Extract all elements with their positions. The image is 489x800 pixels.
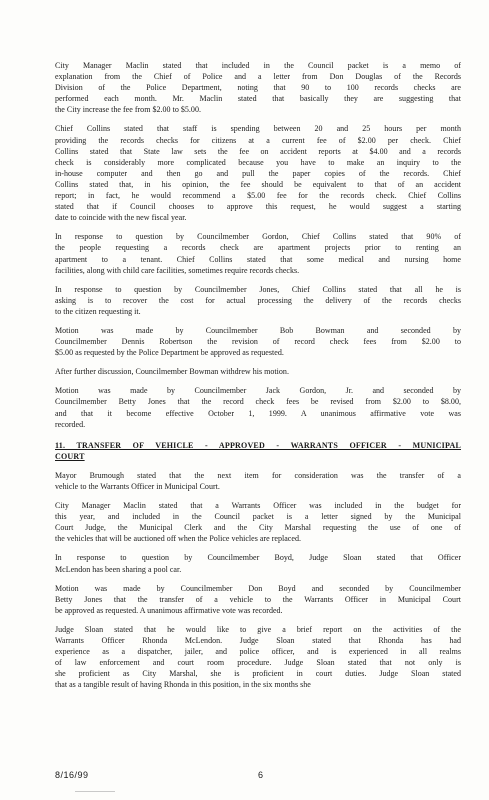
text-line: recorded. bbox=[55, 419, 86, 429]
text-line: 11. TRANSFER OF VEHICLE - APPROVED - WARRANTS OFFICER - MUNICIPAL bbox=[55, 440, 461, 450]
footer-date: 8/16/99 bbox=[55, 770, 89, 780]
text-line: explanation from the Chief of Police and a letter from Don Douglas of the Records bbox=[55, 72, 461, 82]
text-line: stated that if Council chooses to approve this request, he would suggest a starting bbox=[55, 202, 461, 212]
paragraph bbox=[55, 583, 461, 616]
scan-artifact bbox=[75, 791, 115, 792]
text-line: vehicle to the Warrants Officer in Municipal Court. bbox=[55, 482, 220, 491]
text-line: Collins stated that, in his opinion, the fee should be equivalent to that of an accident bbox=[55, 179, 461, 189]
text-line: In response to question by Councilmember Boyd, Judge Sloan stated that Officer bbox=[55, 553, 461, 563]
text-line: performed each month. Mr. Maclin stated that basically they are suggesting that bbox=[55, 94, 461, 104]
text-line: Councilmember Betty Jones that the record check fees be revised from $2.00 to $8.00, bbox=[55, 397, 461, 407]
text-line: Division of the Police Department, noting that 90 to 100 records checks are bbox=[55, 83, 461, 93]
text-line: $5.00 as requested by the Police Department be approved as requested. bbox=[55, 348, 284, 358]
text-line: Betty Jones that the transfer of a vehicle to the Warrants Officer in Municipal Court bbox=[55, 594, 461, 604]
text-line: of law enforcement and court room procedure. Judge Sloan stated that not only is bbox=[55, 658, 461, 668]
text-line: McLendon has been sharing a pool car. bbox=[55, 564, 182, 574]
text-line: Court Judge, the Municipal Clerk and the City Marshal requesting the use of one of bbox=[55, 523, 461, 533]
text-line: check is considerably more complicated because you have to make an inquiry to the bbox=[55, 157, 461, 167]
text-line: experience as a dispatcher, jailer, and police officer, and is experienced in all realms bbox=[55, 647, 461, 657]
paragraph bbox=[55, 366, 461, 377]
text-line: City Manager Maclin stated that included in the Council packet is a memo of bbox=[55, 61, 461, 70]
page-number: 6 bbox=[258, 770, 264, 780]
paragraph bbox=[55, 500, 461, 544]
text-line: After further discussion, Councilmember Bowman withdrew his motion. bbox=[55, 367, 289, 377]
text-line: report; in fact, he would recommend a $5.00 fee for the records check. Chief Collins bbox=[55, 191, 461, 201]
text-line: to the citizen requesting it. bbox=[55, 306, 141, 316]
text-line: City Manager Maclin stated that a Warrants Officer was included in the budget for bbox=[55, 501, 461, 511]
text-line: Councilmember Dennis Robertson the revision of record check fees from $2.00 to bbox=[55, 337, 461, 347]
text-line: Judge Sloan stated that he would like to give a brief report on the activities of the bbox=[55, 624, 461, 634]
text-line: Mayor Brumough stated that the next item for consideration was the transfer of a bbox=[55, 470, 461, 480]
text-line: the vehicles that will be auctioned off when the Police vehicles are replaced. bbox=[55, 534, 301, 544]
text-line: Warrants Officer Rhonda McLendon. Judge Sloan stated that Rhonda has had bbox=[55, 636, 461, 646]
text-line: the City increase the fee from $2.00 to $5.00. bbox=[55, 105, 201, 115]
text-line: facilities, along with child care facilities, sometimes require records checks. bbox=[55, 265, 300, 275]
paragraph bbox=[55, 60, 461, 115]
text-line: COURT bbox=[55, 451, 85, 461]
text-line: and that it become effective October 1, 1999. A unanimous affirmative vote was bbox=[55, 408, 461, 418]
text-line: Motion was made by Councilmember Don Boyd and seconded by Councilmember bbox=[55, 583, 461, 593]
paragraph bbox=[55, 123, 461, 223]
text-line: apartment to a tenant. Chief Collins stated that some medical and nursing home bbox=[55, 254, 461, 264]
text-line: date to coincide with the new fiscal year. bbox=[55, 213, 187, 223]
text-line: in-house computer and then go and pull the paper copies of the records. Chief bbox=[55, 168, 461, 178]
text-line: providing the records checks for citizens at a current fee of $2.00 per check. Chief bbox=[55, 135, 461, 145]
text-line: In response to question by Councilmember Gordon, Chief Collins stated that 90% of bbox=[55, 232, 461, 242]
text-line: Collins stated that State law sets the fee on accident reports at $4.00 and a records bbox=[55, 146, 461, 156]
paragraph bbox=[55, 385, 461, 429]
section-heading bbox=[55, 440, 461, 462]
text-line: this year, and included in the Council packet is a letter signed by the Municipal bbox=[55, 512, 461, 522]
text-line: Motion was made by Councilmember Bob Bowman and seconded by bbox=[55, 325, 461, 335]
paragraph bbox=[55, 470, 461, 492]
text-line: that as a tangible result of having Rhonda in this position, in the six months she bbox=[55, 680, 311, 690]
text-line: asking is to recover the cost for actual processing the delivery of the records checks bbox=[55, 295, 461, 305]
text-line: Chief Collins stated that staff is spending between 20 and 25 hours per month bbox=[55, 124, 461, 134]
text-line: she proficient as City Marshal, she is proficient in court duties. Judge Sloan stated bbox=[55, 669, 461, 679]
paragraph bbox=[55, 284, 461, 317]
text-line: In response to question by Councilmember Jones, Chief Collins stated that all he is bbox=[55, 284, 461, 294]
paragraph bbox=[55, 325, 461, 358]
paragraph bbox=[55, 552, 461, 574]
paragraph bbox=[55, 231, 461, 275]
document-body bbox=[55, 60, 461, 699]
paragraph bbox=[55, 624, 461, 691]
text-line: be approved as requested. A unanimous affirmative vote was recorded. bbox=[55, 605, 283, 615]
text-line: the people requesting a records check are apartment projects prior to renting an bbox=[55, 243, 461, 253]
text-line: Motion was made by Councilmember Jack Gordon, Jr. and seconded by bbox=[55, 386, 461, 396]
